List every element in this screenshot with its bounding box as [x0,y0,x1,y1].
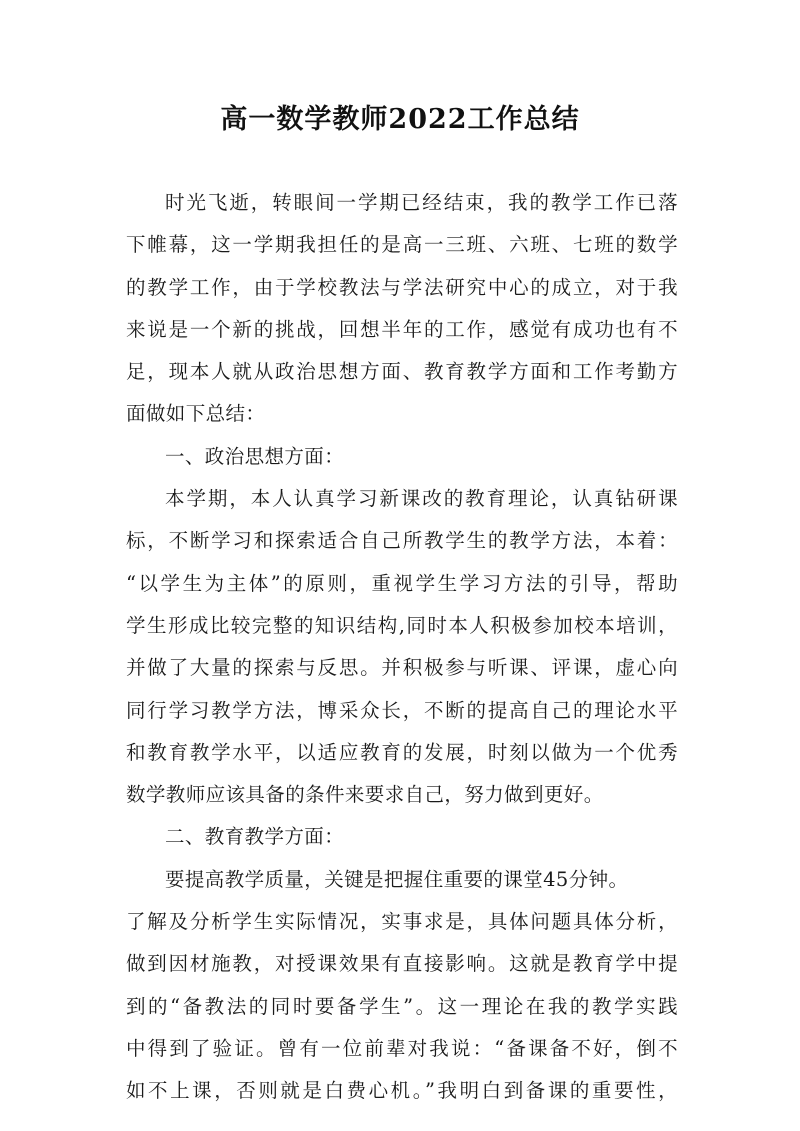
paragraph-3-line-6: 如不上课，否则就是白费心机。”我明白到备课的重要性， [126,1079,678,1103]
paragraph-3-line-3: 做到因材施教，对授课效果有直接影响。这就是教育学中提 [126,952,678,976]
paragraph-2-line-4: 学生形成比较完整的知识结构,同时本人积极参加校本培训， [126,613,678,637]
section-heading-2: 二、教育教学方面： [165,825,345,849]
paragraph-2-line-1: 本学期，本人认真学习新课改的教育理论，认真钻研课 [165,487,678,511]
paragraph-1-line-1: 时光飞逝，转眼间一学期已经结束，我的教学工作已落 [165,191,678,214]
paragraph-2-line-7: 和教育教学水平，以适应教育的发展，时刻以做为一个优秀 [126,740,678,764]
paragraph-2-line-2: 标，不断学习和探索适合自己所教学生的教学方法，本着： [126,529,678,553]
paragraph-3-line-1: 要提高教学质量，关键是把握住重要的课堂45分钟。 [165,867,629,891]
paragraph-3-line-4: 到的“备教法的同时要备学生”。这一理论在我的教学实践 [126,994,678,1018]
paragraph-2-line-8: 数学教师应该具备的条件来要求自己，努力做到更好。 [126,783,604,807]
paragraph-1-line-2: 下帷幕，这一学期我担任的是高一三班、六班、七班的数学 [126,233,678,257]
document-title: 高一数学教师2022工作总结 [220,104,580,135]
paragraph-2-line-3: “以学生为主体”的原则，重视学生学习方法的引导，帮助 [126,571,678,595]
paragraph-2-line-5: 并做了大量的探索与反思。并积极参与听课、评课，虚心向 [126,656,678,680]
paragraph-1-line-5: 足，现本人就从政治思想方面、教育教学方面和工作考勤方 [126,360,678,384]
paragraph-2-line-6: 同行学习教学方法，博采众长，不断的提高自己的理论水平 [126,698,678,722]
paragraph-3-line-5: 中得到了验证。曾有一位前辈对我说：“备课备不好，倒不 [126,1036,678,1060]
paragraph-1-line-4: 来说是一个新的挑战，回想半年的工作，感觉有成功也有不 [126,317,678,341]
paragraph-3-line-2: 了解及分析学生实际情况，实事求是，具体问题具体分析， [126,910,678,934]
paragraph-1-line-6: 面做如下总结： [126,402,266,426]
paragraph-1-line-3: 的教学工作，由于学校教法与学法研究中心的成立，对于我 [126,275,678,299]
document-body [126,182,678,1113]
section-heading-1: 一、政治思想方面： [165,444,345,468]
